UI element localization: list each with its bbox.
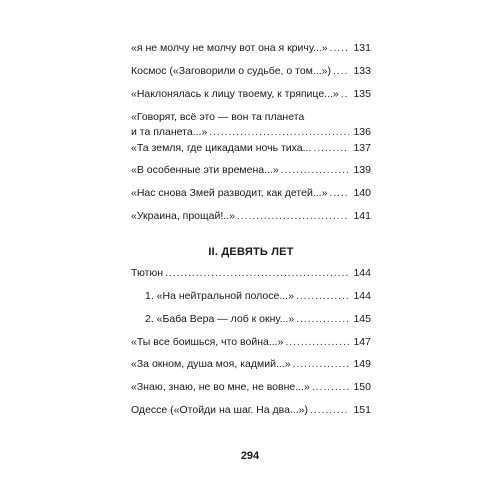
leader-dots (312, 380, 349, 394)
toc-entry-page: 149 (353, 358, 371, 370)
toc-entry (131, 87, 371, 101)
toc-entry-page: 137 (353, 142, 371, 154)
toc-entry (131, 141, 371, 155)
toc-entry-title-line1: «Говорят, всё это — вон та планета (131, 111, 305, 123)
toc-entry-page: 144 (353, 290, 371, 302)
toc-entry (131, 64, 371, 78)
toc-entry-title: Одессе («Отойди на шаг. На два...») (131, 404, 309, 416)
toc-entry (131, 357, 371, 371)
toc-entry (131, 209, 371, 223)
leader-dots (209, 125, 349, 139)
toc-entry-title: «Та земля, где цикадами ночь тиха... (131, 142, 312, 154)
toc-entry (131, 186, 371, 200)
toc-entry (131, 110, 371, 139)
toc-entry-title: «Наклонялась к лицу твоему, к тряпице...» (131, 88, 339, 100)
toc-entry-title: и та планета...» (131, 126, 208, 138)
toc-entry-page: 140 (353, 187, 371, 199)
leader-dots (281, 163, 349, 177)
toc-entry-page: 147 (353, 336, 371, 348)
leader-dots (285, 335, 349, 349)
leader-dots (296, 312, 349, 326)
leader-dots (165, 266, 349, 280)
toc-entry-title: Тютюн (131, 267, 164, 279)
toc-entry-page: 141 (353, 210, 371, 222)
leader-dots (313, 141, 349, 155)
toc-entry-page: 135 (353, 88, 371, 100)
leader-dots (237, 209, 349, 223)
leader-dots (293, 357, 349, 371)
toc-entry-title: «Ты все боишься, что война...» (131, 336, 284, 348)
leader-dots (333, 64, 349, 78)
toc-entry-page: 145 (353, 313, 371, 325)
toc-entry-page: 139 (353, 164, 371, 176)
section-title: II. ДЕВЯТЬ ЛЕТ (208, 246, 294, 258)
leader-dots (329, 186, 349, 200)
toc-entry-page: 151 (353, 404, 371, 416)
toc-entry (131, 403, 371, 417)
page-number: 294 (240, 450, 260, 462)
toc-subentry (145, 312, 371, 326)
toc-entry-title: 2. «Баба Вера — лоб к окну...» (145, 313, 295, 325)
toc-entry (131, 380, 371, 394)
leader-dots (310, 403, 349, 417)
toc-entry-page: 131 (353, 42, 371, 54)
toc-entry (131, 41, 371, 55)
toc-entry (131, 163, 371, 177)
toc-entry-page: 133 (353, 65, 371, 77)
toc-entry-title: 1. «На нейтральной полосе...» (145, 290, 294, 302)
toc-entry-title: Космос («Заговорили о судьбе, о том...») (131, 65, 331, 77)
toc-entry-title: «Знаю, знаю, не во мне, не вовне...» (131, 381, 310, 393)
toc-entry-title: «Украина, прощай!..» (131, 210, 235, 222)
toc-entry-title: «За окном, душа моя, кадмий...» (131, 358, 291, 370)
toc-entry-page: 144 (353, 267, 371, 279)
toc-subentry (145, 289, 371, 303)
toc-entry-page: 136 (353, 126, 371, 138)
toc-entry-title: «В особенные эти времена...» (131, 164, 279, 176)
leader-dots (330, 41, 349, 55)
toc-entry (131, 335, 371, 349)
toc-entry-title: «Нас снова Змей разводит, как детей...» (131, 187, 328, 199)
toc-entry (131, 266, 371, 280)
leader-dots (296, 289, 349, 303)
toc-entry-title: «я не молчу не молчу вот она я кричу...» (131, 42, 328, 54)
toc-entry-page: 150 (353, 381, 371, 393)
leader-dots (341, 87, 349, 101)
